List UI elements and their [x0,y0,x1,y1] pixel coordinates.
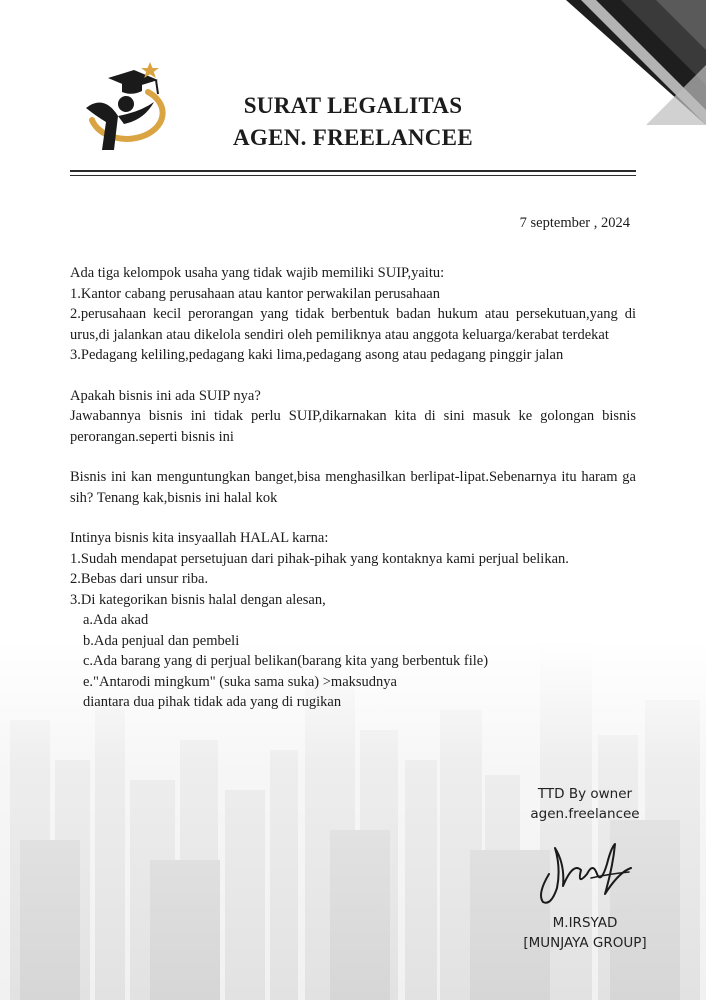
header-rule-thick [70,170,636,172]
halal-item-3: 3.Di kategorikan bisnis halal dengan alesan, [70,591,326,608]
list-item-1: 1.Kantor cabang perusahaan atau kantor perwakilan perusahaan [70,285,440,302]
intro-paragraph: Ada tiga kelompok usaha yang tidak wajib memiliki SUIP,yaitu: [70,265,445,281]
company-logo [78,58,170,158]
sub-item-e: e."Antarodi mingkum" (suka sama suka) >maksudnya [83,673,397,690]
handwritten-signature [535,834,635,906]
sub-item-c: c.Ada barang yang di perjual belikan(barang kita yang berbentuk file) [83,653,489,669]
question-paragraph: Apakah bisnis ini ada SUIP nya? [70,387,261,404]
list-item-3: 3.Pedagang keliling,pedagang kaki lima,pedagang asong atau pedagang pinggir jalan [70,347,564,363]
signature-label: TTD By owner [537,786,633,802]
letter-body [70,263,636,713]
title-line-2: AGEN. FREELANCEE [233,125,473,150]
sub-item-e-continued: diantara dua pihak tidak ada yang di rugikan [83,694,342,710]
answer-paragraph: Jawabannya bisnis ini tidak perlu SUIP,dikarnakan kita di sini masuk ke golongan bisnis perorangan.seperti bisnis ini [70,408,636,445]
header-rule-thin [70,175,636,176]
corner-decoration [526,0,706,125]
halal-item-2: 2.Bebas dari unsur riba. [70,571,209,587]
halal-intro: Intinya bisnis kita insyaallah HALAL karna: [70,530,329,546]
letter-title [170,90,536,154]
signature-block [510,785,660,953]
signer-organization: [MUNJAYA GROUP] [523,934,647,951]
sub-item-a: a.Ada akad [83,612,149,628]
halal-item-1: 1.Sudah mendapat persetujuan dari pihak-pihak yang kontaknya kami perjual belikan. [70,550,569,567]
sub-item-b: b.Ada penjual dan pembeli [83,632,240,649]
signer-name: M.IRSYAD [552,915,618,931]
profit-paragraph: Bisnis ini kan menguntungkan banget,bisa menghasilkan berlipat-lipat.Sebenarnya itu haram ga sih? Tenang kak,bisnis ini halal kok [70,469,636,506]
letter-date: 7 september , 2024 [519,215,630,231]
list-item-2: 2.perusahaan kecil perorangan yang tidak berbentuk badan hukum atau persekutuan,yang di urus,di jalankan atau dikelola sendiri oleh pemiliknya atau anggota keluarga/kerabat terdekat [70,306,636,343]
title-line-1: SURAT LEGALITAS [243,93,463,118]
signature-account: agen.freelancee [530,805,640,822]
